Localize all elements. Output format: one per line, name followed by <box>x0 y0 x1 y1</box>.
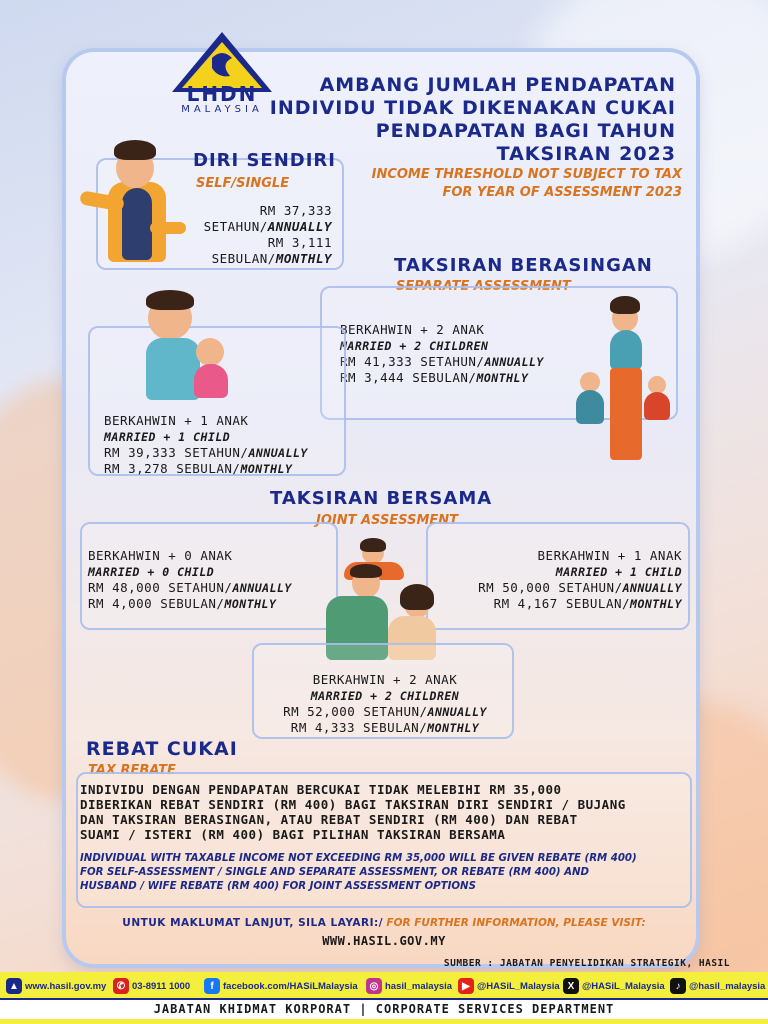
footer-youtube-text: @HASiL_Malaysia <box>477 980 560 992</box>
rebate-line-en: INDIVIDUAL WITH TAXABLE INCOME NOT EXCEEDING RM 35,000 WILL BE GIVEN REBATE (RM 400) <box>80 853 637 864</box>
title-line: AMBANG JUMLAH PENDAPATAN <box>319 74 676 96</box>
footer-facebook[interactable] <box>204 976 358 996</box>
title-en-line: FOR YEAR OF ASSESSMENT 2023 <box>442 185 682 200</box>
logo-wordmark: LHDN <box>186 82 258 106</box>
rebate-subtitle: TAX REBATE <box>88 763 176 778</box>
joint-two-children <box>262 672 508 736</box>
more-info-ms: UNTUK MAKLUMAT LANJUT, SILA LAYARI:/ <box>122 917 384 929</box>
separate-title: TAKSIRAN BERASINGAN <box>394 255 653 276</box>
footer-web-text: www.hasil.gov.my <box>25 980 107 992</box>
footer-x-text: @HASiL_Malaysia <box>582 980 665 992</box>
case-label-en: MARRIED + 0 CHILD <box>88 565 215 579</box>
footer-x[interactable] <box>563 976 665 996</box>
case-month: RM 3,444 SEBULAN/MONTHLY <box>340 370 529 385</box>
case-label: BERKAHWIN + 1 ANAK <box>104 413 249 428</box>
case-label-en: MARRIED + 1 CHILD <box>555 565 682 579</box>
more-info-en: FOR FURTHER INFORMATION, PLEASE VISIT: <box>386 917 646 929</box>
footer-facebook-text: facebook.com/HASiLMalaysia <box>223 980 358 992</box>
self-amounts <box>162 203 332 267</box>
case-month: RM 4,167 SEBULAN/MONTHLY <box>493 596 682 611</box>
title-en-line: INCOME THRESHOLD NOT SUBJECT TO TAX <box>371 167 682 182</box>
lhdn-mini-logo-icon: ▲ <box>6 978 22 994</box>
tiktok-icon: ♪ <box>670 978 686 994</box>
footer-tiktok[interactable] <box>670 976 765 996</box>
rebate-line: INDIVIDU DENGAN PENDAPATAN BERCUKAI TIDAK MELEBIHI RM 35,000 <box>80 782 562 797</box>
case-year: RM 39,333 SETAHUN/ANNUALLY <box>104 445 308 460</box>
rebate-line: DAN TAKSIRAN BERASINGAN, ATAU REBAT SENDIRI (RM 400) DAN REBAT <box>80 812 578 827</box>
rebate-text-ms <box>80 782 626 842</box>
joint-zero-child <box>88 548 292 612</box>
youtube-icon: ▶ <box>458 978 474 994</box>
case-month: RM 3,278 SEBULAN/MONTHLY <box>104 461 293 476</box>
separate-subtitle: SEPARATE ASSESSMENT <box>396 279 571 294</box>
footer-web[interactable] <box>6 976 106 996</box>
case-year: RM 48,000 SETAHUN/ANNUALLY <box>88 580 292 595</box>
facebook-icon: f <box>204 978 220 994</box>
source-note: SUMBER : JABATAN PENYELIDIKAN STRATEGIK, HASIL <box>443 958 730 969</box>
website-link[interactable]: WWW.HASIL.GOV.MY <box>322 934 446 948</box>
case-label: BERKAHWIN + 0 ANAK <box>88 548 233 563</box>
self-year-amount: RM 37,333 <box>259 203 332 218</box>
separate-one-child <box>104 413 308 477</box>
case-year: RM 52,000 SETAHUN/ANNUALLY <box>283 704 487 719</box>
footer-instagram[interactable] <box>366 976 452 996</box>
phone-icon: ✆ <box>113 978 129 994</box>
footer-tiktok-text: @hasil_malaysia <box>689 980 766 992</box>
case-month: RM 4,000 SEBULAN/MONTHLY <box>88 596 277 611</box>
case-label: BERKAHWIN + 1 ANAK <box>537 548 682 563</box>
rebate-line: DIBERIKAN REBAT SENDIRI (RM 400) BAGI TAKSIRAN DIRI SENDIRI / BUJANG <box>80 797 626 812</box>
title-line: PENDAPATAN BAGI TAHUN <box>375 120 676 142</box>
rebate-line-en: HUSBAND / WIFE REBATE (RM 400) FOR JOINT ASSESSMENT OPTIONS <box>80 881 476 892</box>
x-icon: X <box>563 978 579 994</box>
more-info <box>0 917 768 929</box>
title-line: INDIVIDU TIDAK DIKENAKAN CUKAI <box>269 97 676 119</box>
self-month-label: SEBULAN/MONTHLY <box>211 251 332 266</box>
rebate-text-en <box>80 852 637 894</box>
self-subtitle: SELF/SINGLE <box>196 176 290 191</box>
case-label: BERKAHWIN + 2 ANAK <box>312 672 458 687</box>
footer-phone[interactable] <box>113 976 190 996</box>
case-year: RM 50,000 SETAHUN/ANNUALLY <box>478 580 682 595</box>
title-english <box>372 166 682 202</box>
department-name: JABATAN KHIDMAT KORPORAT | CORPORATE SERVICES DEPARTMENT <box>153 1002 615 1016</box>
self-title: DIRI SENDIRI <box>193 150 336 171</box>
title-line: TAKSIRAN 2023 <box>496 143 676 165</box>
case-label-en: MARRIED + 2 CHILDREN <box>310 689 460 703</box>
separate-two-children <box>340 322 544 386</box>
rebate-line: SUAMI / ISTERI (RM 400) BAGI PILIHAN TAKSIRAN BERSAMA <box>80 827 506 842</box>
mother-children-illustration <box>576 294 676 464</box>
self-month-amount: RM 3,111 <box>267 235 332 250</box>
footer-youtube[interactable] <box>458 976 560 996</box>
instagram-icon: ◎ <box>366 978 382 994</box>
self-year-label: SETAHUN/ANNUALLY <box>203 219 332 234</box>
rebate-line-en: FOR SELF-ASSESSMENT / SINGLE AND SEPARATE ASSESSMENT, OR REBATE (RM 400) AND <box>80 867 589 878</box>
case-year: RM 41,333 SETAHUN/ANNUALLY <box>340 354 544 369</box>
joint-one-child <box>432 548 682 612</box>
rebate-title: REBAT CUKAI <box>86 738 238 760</box>
father-child-illustration <box>142 290 238 406</box>
joint-subtitle: JOINT ASSESSMENT <box>316 513 459 528</box>
case-label-en: MARRIED + 1 CHILD <box>104 430 231 444</box>
footer-phone-text: 03-8911 1000 <box>132 980 191 992</box>
case-label: BERKAHWIN + 2 ANAK <box>340 322 485 337</box>
footer-instagram-text: hasil_malaysia <box>385 980 453 992</box>
case-label-en: MARRIED + 2 CHILDREN <box>340 339 489 353</box>
case-month: RM 4,333 SEBULAN/MONTHLY <box>290 720 480 735</box>
joint-title: TAKSIRAN BERSAMA <box>270 488 493 509</box>
logo-country: MALAYSIA <box>181 104 263 115</box>
footer-bottom-stripe <box>0 1019 768 1024</box>
